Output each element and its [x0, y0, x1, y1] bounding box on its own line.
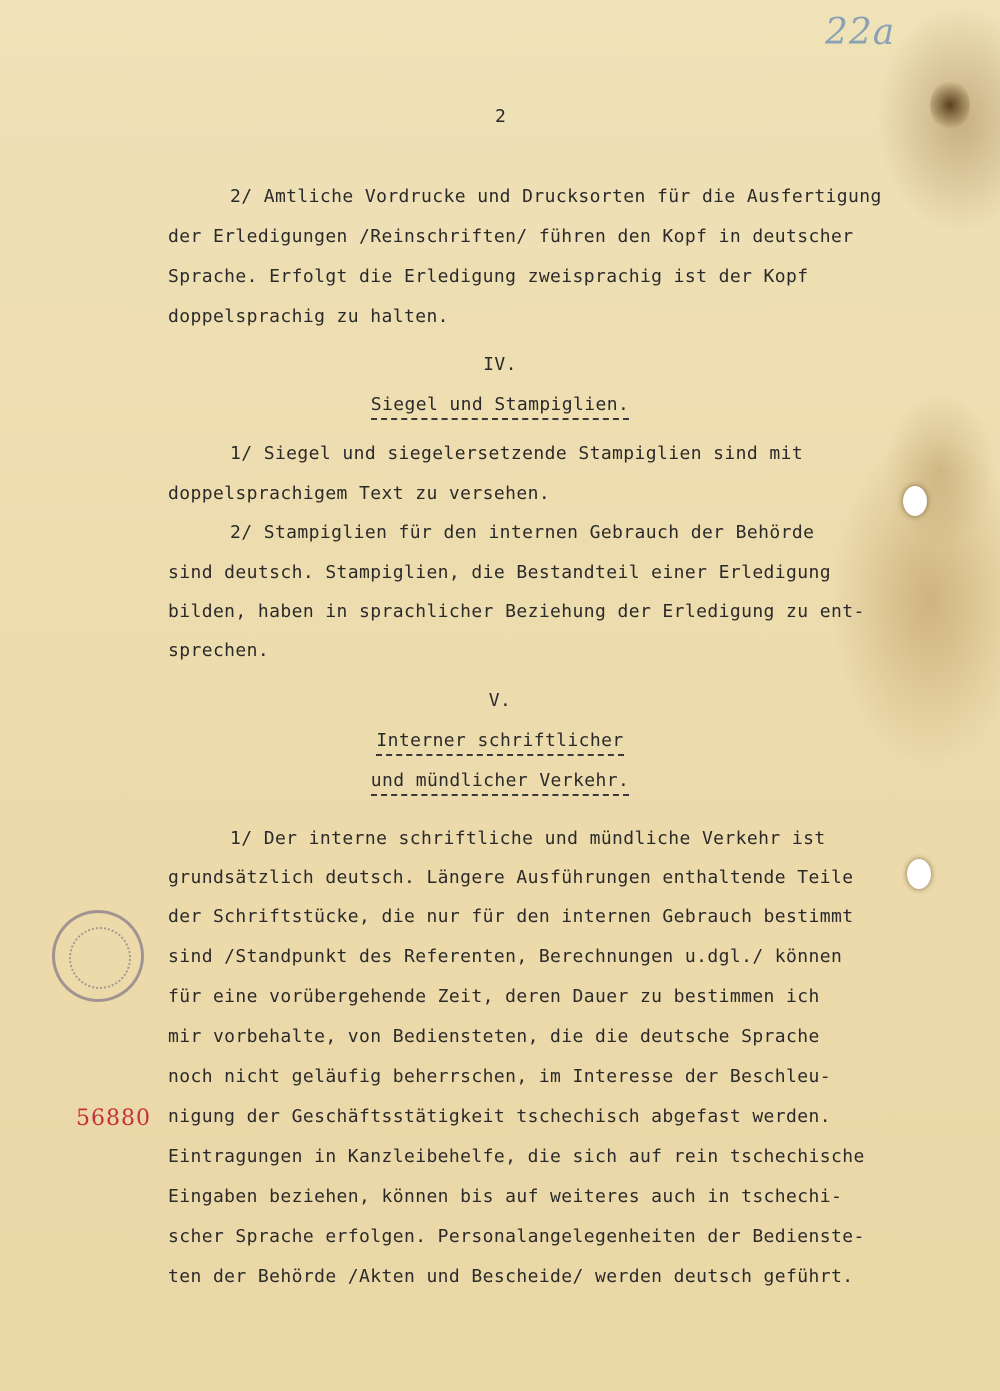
text-line: der Schriftstücke, die nur für den internen Gebrauch bestimmt — [168, 906, 854, 927]
text-line: der Erledigungen /Reinschriften/ führen den Kopf in deutscher — [168, 226, 854, 247]
punch-hole-top — [903, 486, 927, 516]
section-number: IV. — [483, 354, 517, 375]
punch-hole-bottom — [907, 859, 931, 889]
text-line: sprechen. — [168, 640, 270, 661]
text-line: 1/ Siegel und siegelersetzende Stampiglien sind mit — [230, 443, 804, 464]
text-line: Sprache. Erfolgt die Erledigung zweisprachig ist der Kopf — [168, 266, 809, 287]
section-number: V. — [488, 690, 512, 711]
text-line: doppelsprachig zu halten. — [168, 306, 449, 327]
text-line: 1/ Der interne schriftliche und mündliche Verkehr ist — [230, 828, 826, 849]
section-title-line: und mündlicher Verkehr. — [371, 770, 629, 796]
text-line: sind /Standpunkt des Referenten, Berechnungen u.dgl./ können — [168, 946, 843, 967]
text-line: mir vorbehalte, von Bediensteten, die die deutsche Sprache — [168, 1026, 820, 1047]
text-line: nigung der Geschäftsstätigkeit tschechisch abgefast werden. — [168, 1106, 831, 1127]
section-title: Siegel und Stampiglien. — [371, 394, 629, 420]
text-line: sind deutsch. Stampiglien, die Bestandteil einer Erledigung — [168, 562, 831, 583]
archive-seal-stamp — [52, 910, 144, 1002]
text-line: 2/ Amtliche Vordrucke und Drucksorten für die Ausfertigung — [230, 186, 882, 207]
archive-stamp-number: 56880 — [76, 1106, 151, 1131]
text-line: für eine vorübergehende Zeit, deren Dauer zu bestimmen ich — [168, 986, 820, 1007]
text-line: ten der Behörde /Akten und Bescheide/ werden deutsch geführt. — [168, 1266, 854, 1287]
text-line: 2/ Stampiglien für den internen Gebrauch der Behörde — [230, 522, 815, 543]
text-line: Eintragungen in Kanzleibehelfe, die sich auf rein tschechische — [168, 1146, 865, 1167]
page-number: 2 — [495, 106, 506, 127]
handwritten-folio-number: 22a — [825, 12, 896, 53]
text-line: Eingaben beziehen, können bis auf weiteres auch in tschechi- — [168, 1186, 843, 1207]
section-title-line: Interner schriftlicher — [376, 730, 623, 756]
text-line: doppelsprachigem Text zu versehen. — [168, 483, 551, 504]
text-line: grundsätzlich deutsch. Längere Ausführungen enthaltende Teile — [168, 867, 854, 888]
burn-mark — [930, 80, 970, 130]
text-line: noch nicht geläufig beherrschen, im Interesse der Beschleu- — [168, 1066, 831, 1087]
text-line: scher Sprache erfolgen. Personalangelegenheiten der Bedienste- — [168, 1226, 865, 1247]
text-line: bilden, haben in sprachlicher Beziehung der Erledigung zu ent- — [168, 601, 865, 622]
